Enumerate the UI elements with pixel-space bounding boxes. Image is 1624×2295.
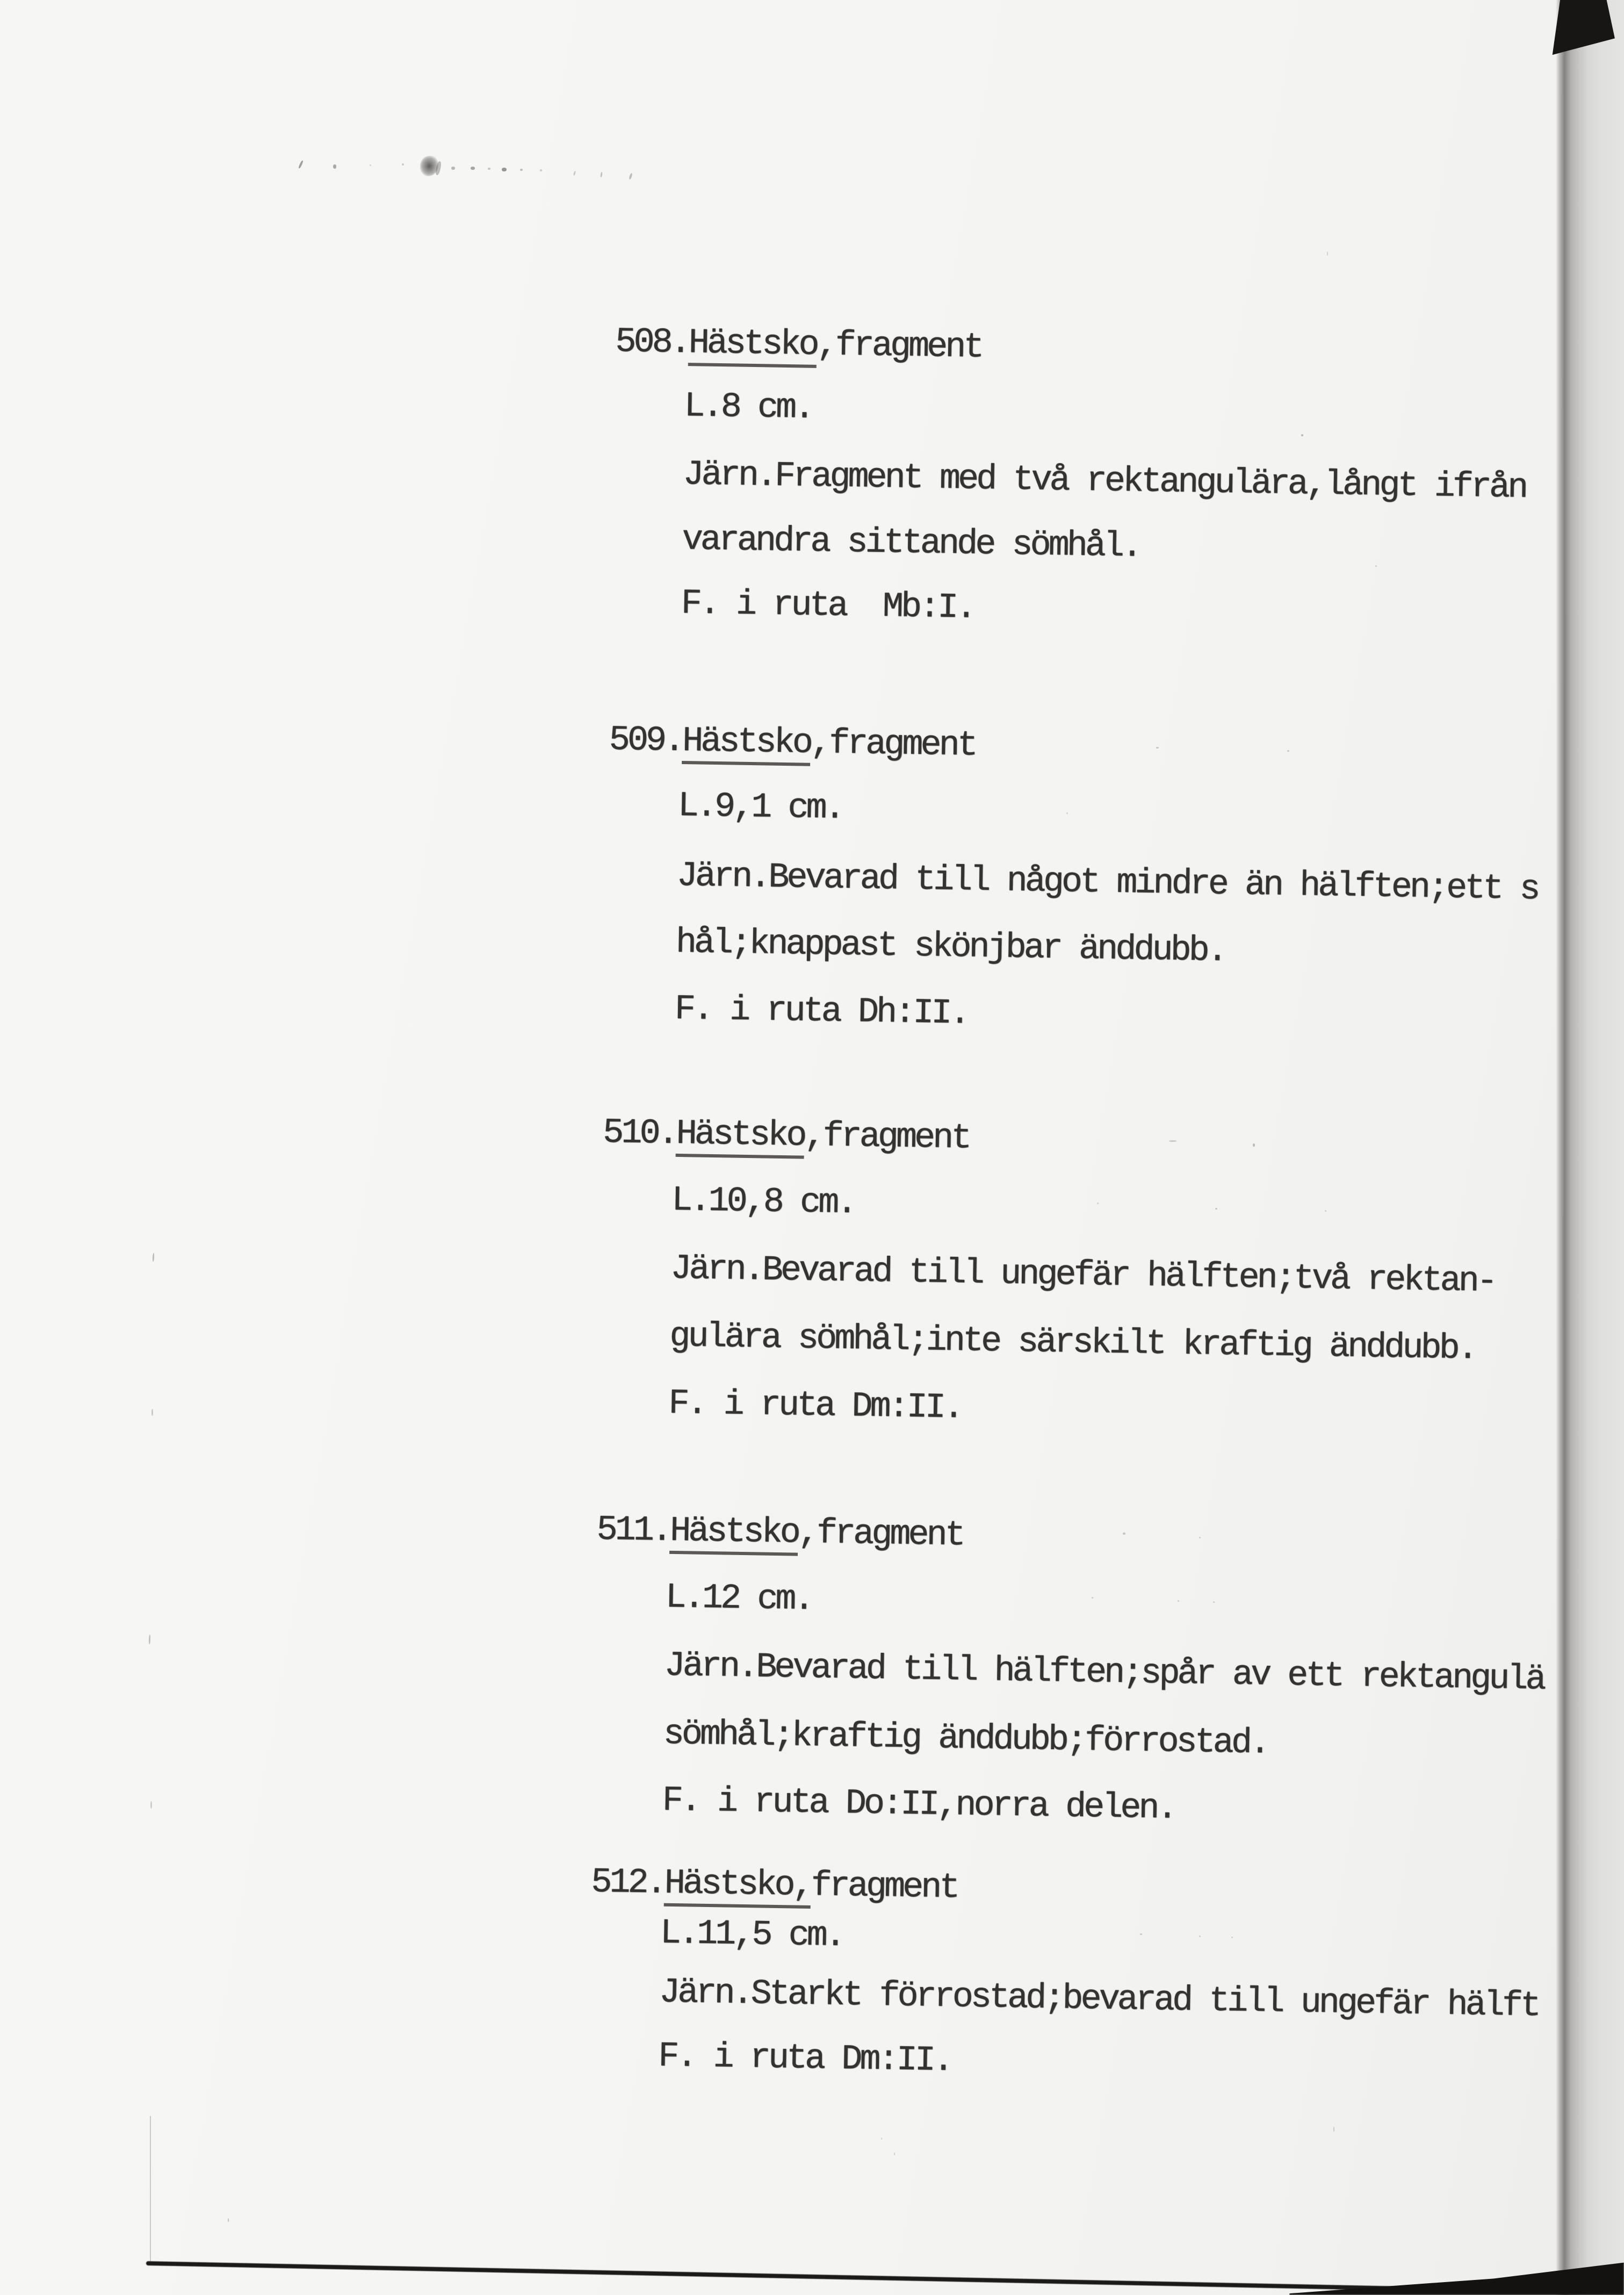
scan-speck	[1199, 1537, 1201, 1538]
catalog-entry-511-line-1: L.12 cm.	[665, 1577, 813, 1620]
entry-object-name-underlined: Hästsko,	[664, 1864, 811, 1909]
catalog-entry-508-line-1: L.8 cm.	[683, 386, 813, 428]
scan-speck	[502, 168, 507, 171]
scan-speck	[451, 167, 455, 170]
catalog-entry-509-line-1: L.9,1 cm.	[677, 786, 843, 829]
scan-speck	[1301, 434, 1303, 436]
catalog-entry-510-line-1: L.10,8 cm.	[671, 1180, 855, 1224]
catalog-entry-510-line-4: F. i ruta Dm:II.	[668, 1383, 962, 1428]
scan-speck	[1325, 1210, 1326, 1212]
scan-speck	[1169, 1140, 1177, 1142]
catalog-entry-title-509	[609, 719, 976, 767]
scan-speck	[1287, 750, 1289, 752]
scan-speck	[402, 163, 404, 166]
scan-speck	[488, 168, 490, 170]
scan-speck	[1156, 747, 1159, 749]
scan-speck	[228, 2218, 229, 2222]
entry-number: 510.	[602, 1112, 677, 1154]
catalog-entry-title-511	[596, 1509, 963, 1557]
catalog-entry-512-line-2: Järn.Starkt förrostad;bevarad till ungefär hälft	[659, 1972, 1539, 2026]
entry-object-name-underlined: Hästsko	[688, 323, 817, 368]
catalog-entry-512-line-1: L.11,5 cm.	[660, 1913, 844, 1956]
entry-number: 508.	[615, 321, 689, 363]
scan-speck	[333, 164, 336, 169]
entry-number: 512.	[590, 1862, 665, 1903]
entry-number: 509.	[609, 720, 683, 761]
scan-speck	[1123, 1533, 1125, 1535]
entry-title-rest: ,fragment	[816, 325, 983, 368]
scan-speck	[1375, 565, 1377, 567]
entry-title-rest: fragment	[811, 1866, 958, 1908]
catalog-entry-510-line-2: Järn.Bevarad till ungefär hälften;två rektan-	[670, 1248, 1496, 1301]
catalog-entry-509-line-3: hål;knappast skönjbar änddubb.	[675, 922, 1226, 971]
scan-speck	[894, 2153, 895, 2155]
scan-speck	[1253, 1143, 1255, 1147]
entry-object-name-underlined: Hästsko	[682, 721, 811, 766]
catalog-entry-508-line-3: varandra sittande sömhål.	[682, 519, 1141, 567]
catalog-entry-512-line-3: F. i ruta Dm:II.	[658, 2036, 952, 2081]
scan-speck	[1327, 251, 1328, 256]
entry-object-name-underlined: Hästsko	[669, 1511, 798, 1556]
page-right-edge-shadow	[1556, 0, 1587, 2295]
scan-right-margin	[1584, 0, 1624, 2295]
catalog-entry-510-line-3: gulära sömhål;inte särskilt kraftig änddubb.	[669, 1316, 1476, 1369]
scan-speck	[1215, 1208, 1217, 1210]
entry-object-name-underlined: Hästsko	[676, 1114, 805, 1159]
paper-crease-line	[150, 2116, 151, 2262]
catalog-entry-511-line-4: F. i ruta Do:II,norra delen.	[662, 1780, 1176, 1829]
catalog-entry-title-508	[615, 321, 982, 369]
scan-speck	[1066, 812, 1068, 814]
scan-speck	[1199, 1936, 1201, 1937]
scan-speck	[1097, 1203, 1099, 1204]
catalog-entry-title-510	[603, 1112, 970, 1160]
scan-speck	[1140, 1933, 1142, 1935]
scan-speck	[150, 1801, 152, 1809]
entry-number: 511.	[596, 1509, 670, 1551]
entry-title-rest: ,fragment	[798, 1513, 964, 1556]
entry-title-rest: ,fragment	[804, 1116, 970, 1159]
catalog-entry-title-512	[591, 1861, 958, 1909]
scan-speck	[151, 1409, 153, 1416]
catalog-entry-511-line-2: Järn.Bevarad till hälften;spår av ett rektangulä	[664, 1645, 1544, 1700]
scan-speck	[471, 167, 475, 170]
scan-speck	[1231, 1937, 1233, 1938]
scan-speck	[370, 164, 371, 166]
scan-speck	[1092, 1597, 1093, 1599]
catalog-entry-509-line-4: F. i ruta Dh:II.	[674, 989, 969, 1034]
scan-speck	[1333, 2127, 1334, 2132]
scan-speck	[1178, 1600, 1179, 1602]
scan-speck	[520, 169, 523, 171]
scan-speck	[1213, 1601, 1215, 1603]
entry-title-rest: ,fragment	[810, 723, 976, 766]
catalog-entry-509-line-2: Järn.Bevarad till något mindre än hälften;ett s	[676, 855, 1539, 910]
catalog-entry-511-line-3: sömhål;kraftig änddubb;förrostad.	[663, 1714, 1268, 1764]
scan-speck	[1188, 882, 1190, 884]
scan-speck	[540, 169, 542, 171]
catalog-entry-508-line-2: Järn.Fragment med två rektangulära,långt ifrån	[682, 454, 1526, 508]
catalog-entry-508-line-4: F. i ruta Mb:I.	[681, 583, 975, 628]
scan-speck	[881, 2138, 882, 2140]
